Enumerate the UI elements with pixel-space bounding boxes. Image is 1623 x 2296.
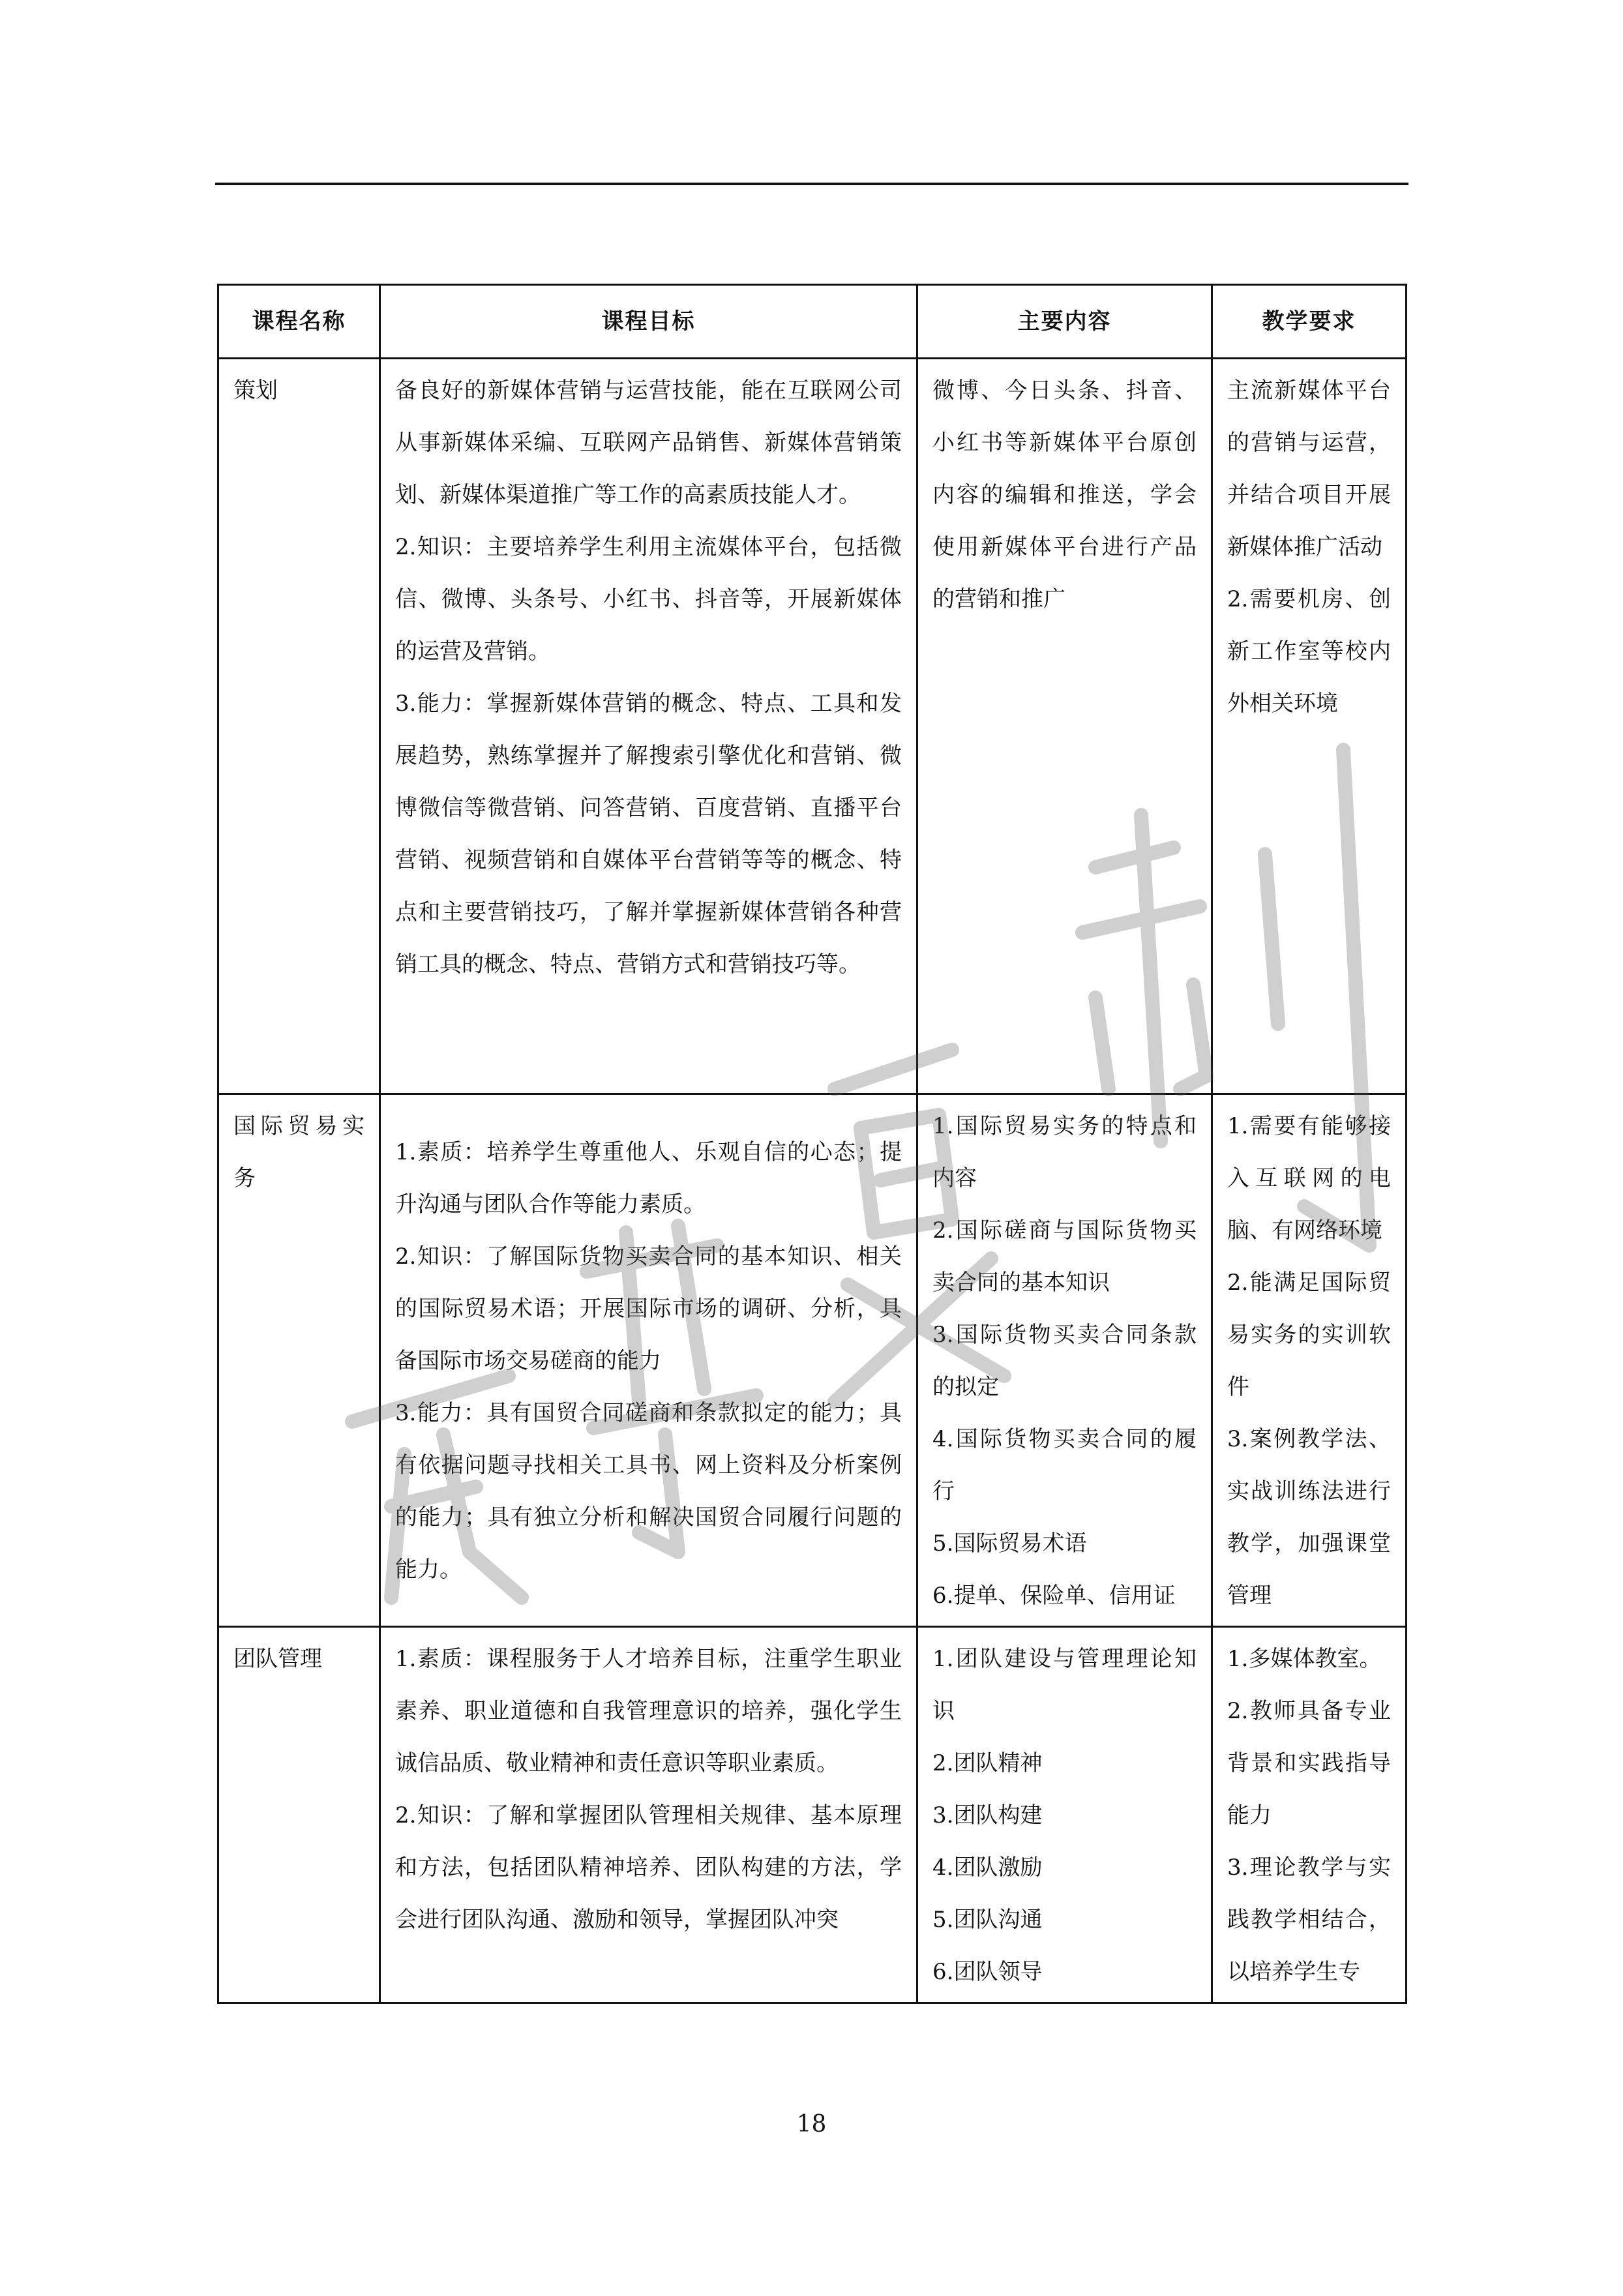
main-content-cell bbox=[917, 1094, 1212, 1627]
course-goal-cell bbox=[380, 1627, 917, 2003]
table-header-row bbox=[218, 285, 1407, 359]
header-main-content: 主要内容 bbox=[917, 285, 1212, 359]
content-item: 5.团队沟通 bbox=[932, 1907, 1043, 1933]
header-course-goal: 课程目标 bbox=[380, 285, 917, 359]
content-item: 6.提单、保险单、信用证 bbox=[932, 1583, 1176, 1609]
course-goal-cell bbox=[380, 359, 917, 1094]
content-item: 3.团队构建 bbox=[932, 1802, 1043, 1828]
goal-paragraph: 2.知识：了解和掌握团队管理相关规律、基本原理和方法，包括团队精神培养、团队构建的方法，学会进行团队沟通、激励和领导，掌握团队冲突 bbox=[395, 1802, 902, 1933]
requirements-cell bbox=[1212, 359, 1407, 1094]
header-course-name: 课程名称 bbox=[218, 285, 380, 359]
requirement-item: 2.教师具备专业背景和实践指导能力 bbox=[1227, 1698, 1391, 1828]
content-item: 1.国际贸易实务的特点和内容 bbox=[932, 1113, 1197, 1191]
content-item: 2.国际磋商与国际货物买卖合同的基本知识 bbox=[932, 1217, 1197, 1296]
requirements-cell bbox=[1212, 1094, 1407, 1627]
header-rule bbox=[215, 183, 1408, 185]
course-table bbox=[217, 284, 1407, 2004]
goal-paragraph: 2.知识：主要培养学生利用主流媒体平台，包括微信、微博、头条号、小红书、抖音等，开展新媒体的运营及营销。 bbox=[395, 534, 902, 664]
requirement-item: 3.理论教学与实践教学相结合，以培养学生专 bbox=[1227, 1855, 1391, 1985]
goal-paragraph: 3.能力：掌握新媒体营销的概念、特点、工具和发展趋势，熟练掌握并了解搜索引擎优化和营销、微博微信等微营销、问答营销、百度营销、直播平台营销、视频营销和自媒体平台营销等等的概念、特点和主要营销技巧，了解并掌握新媒体营销各种营销工具的概念、特点、营销方式和营销技巧等。 bbox=[395, 691, 902, 977]
goal-paragraph: 1.素质：培养学生尊重他人、乐观自信的心态；提升沟通与团队合作等能力素质。 bbox=[395, 1139, 902, 1217]
goal-paragraph: 1.素质：课程服务于人才培养目标，注重学生职业素养、职业道德和自我管理意识的培养，强化学生诚信品质、敬业精神和责任意识等职业素质。 bbox=[395, 1646, 902, 1776]
header-teaching-requirements: 教学要求 bbox=[1212, 285, 1407, 359]
course-name-cell: 策划 bbox=[218, 359, 380, 1094]
content-item: 5.国际贸易术语 bbox=[932, 1530, 1087, 1557]
content-item: 微博、今日头条、抖音、小红书等新媒体平台原创内容的编辑和推送，学会使用新媒体平台进行产品的营销和推广 bbox=[932, 378, 1197, 612]
course-name-cell: 团队管理 bbox=[218, 1627, 380, 2003]
requirement-item: 1.多媒体教室。 bbox=[1227, 1646, 1382, 1672]
table-row bbox=[218, 359, 1407, 1094]
main-content-cell bbox=[917, 1627, 1212, 2003]
requirement-item: 主流新媒体平台的营销与运营，并结合项目开展新媒体推广活动 bbox=[1227, 378, 1391, 560]
course-goal-cell bbox=[380, 1094, 917, 1627]
content-item: 4.团队激励 bbox=[932, 1855, 1043, 1881]
page-number: 18 bbox=[796, 2111, 827, 2138]
content-item: 4.国际货物买卖合同的履行 bbox=[932, 1426, 1197, 1504]
goal-paragraph: 3.能力：具有国贸合同磋商和条款拟定的能力；具有依据问题寻找相关工具书、网上资料及分析案例的能力；具有独立分析和解决国贸合同履行问题的能力。 bbox=[395, 1400, 902, 1583]
table-row bbox=[218, 1094, 1407, 1627]
content-item: 3.国际货物买卖合同条款的拟定 bbox=[932, 1322, 1197, 1400]
requirement-item: 2.能满足国际贸易实务的实训软件 bbox=[1227, 1270, 1391, 1400]
requirement-item: 2.需要机房、创新工作室等校内外相关环境 bbox=[1227, 586, 1391, 717]
requirement-item: 1.需要有能够接入互联网的电脑、有网络环境 bbox=[1227, 1113, 1391, 1244]
requirement-item: 3.案例教学法、实战训练法进行教学，加强课堂管理 bbox=[1227, 1426, 1391, 1609]
main-content-cell bbox=[917, 359, 1212, 1094]
content-item: 1.团队建设与管理理论知识 bbox=[932, 1646, 1197, 1724]
table-row bbox=[218, 1627, 1407, 2003]
content-item: 2.团队精神 bbox=[932, 1750, 1043, 1776]
requirements-cell bbox=[1212, 1627, 1407, 2003]
goal-paragraph: 备良好的新媒体营销与运营技能，能在互联网公司从事新媒体采编、互联网产品销售、新媒体营销策划、新媒体渠道推广等工作的高素质技能人才。 bbox=[395, 378, 902, 508]
course-name-cell: 国际贸易实务 bbox=[218, 1094, 380, 1627]
content-item: 6.团队领导 bbox=[932, 1959, 1043, 1985]
goal-paragraph: 2.知识：了解国际货物买卖合同的基本知识、相关的国际贸易术语；开展国际市场的调研、分析，具备国际市场交易磋商的能力 bbox=[395, 1244, 902, 1374]
